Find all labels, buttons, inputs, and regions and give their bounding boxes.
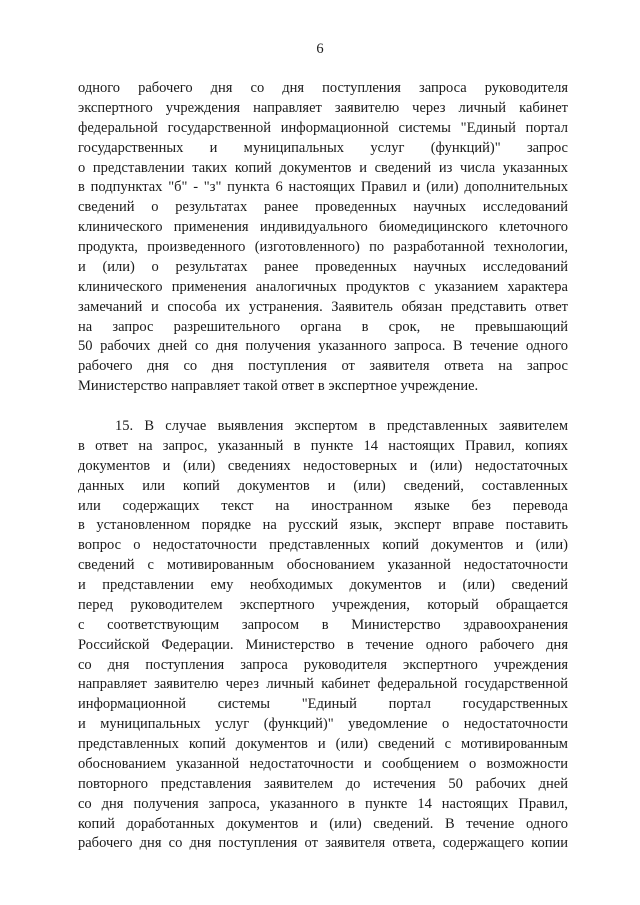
- text-line: в установленном порядке на русский язык, эксперт вправе поставить: [78, 517, 568, 534]
- text-line: 50 рабочих дней со дня получения указанного запроса. В течение одного: [78, 338, 568, 355]
- text-line: данных или копий документов и (или) сведений, составленных: [78, 477, 568, 494]
- text-line: о представлении таких копий документов и сведений из числа указанных: [78, 159, 568, 176]
- paragraph-clause-15: [78, 417, 568, 854]
- text-line: клинического применения индивидуального биомедицинского клеточного: [78, 219, 568, 236]
- text-line: Российской Федерации. Министерство в течение одного рабочего дня: [78, 636, 568, 653]
- text-line: информационной системы "Единый портал государственных: [78, 696, 568, 713]
- text-line: клинического применения аналогичных продуктов с указанием характера: [78, 278, 568, 295]
- text-line: перед руководителем экспертного учреждения, который обращается: [78, 596, 568, 613]
- text-line: в подпунктах "б" - "з" пункта 6 настоящих Правил и (или) дополнительных: [78, 179, 568, 196]
- text-line: с соответствующим запросом в Министерство здравоохранения: [78, 616, 568, 633]
- text-line: обоснованием указанной недостаточности и сообщением о возможности: [78, 755, 568, 772]
- text-line: со дня получения запроса, указанного в пункте 14 настоящих Правил,: [78, 795, 568, 812]
- text-line: одного рабочего дня со дня поступления запроса руководителя: [78, 80, 568, 96]
- text-line: и представлении ему необходимых документов и (или) сведений: [78, 577, 568, 593]
- page-number: 6: [316, 41, 324, 57]
- text-line: повторного представления заявителем до истечения 50 рабочих дней: [78, 775, 568, 792]
- text-line: Министерство направляет такой ответ в экспертное учреждение.: [78, 378, 479, 395]
- text-line: вопрос о недостаточности представленных копий документов и (или): [78, 537, 568, 554]
- text-line: и (или) о результатах ранее проведенных научных исследований: [78, 258, 568, 275]
- text-line: на запрос разрешительного органа в срок, не превышающий: [78, 318, 568, 335]
- text-line: сведений о результатах ранее проведенных научных исследований: [78, 199, 568, 216]
- text-line: и муниципальных услуг (функций)" уведомление о недостаточности: [78, 716, 568, 733]
- text-line: в ответ на запрос, указанный в пункте 14 настоящих Правил, копиях: [78, 437, 568, 454]
- text-line: направляет заявителю через личный кабинет федеральной государственной: [78, 676, 568, 693]
- text-line: представленных копий документов и (или) сведений с мотивированным: [78, 736, 568, 752]
- text-line: рабочего дня со дня поступления от заявителя ответа, содержащего копии: [78, 835, 568, 852]
- text-line: продукта, произведенного (изготовленного) по разработанной технологии,: [78, 239, 568, 255]
- text-line: замечаний и способа их устранения. Заявитель обязан представить ответ: [78, 298, 568, 315]
- text-line: экспертного учреждения направляет заявителю через личный кабинет: [78, 99, 568, 116]
- text-line: копий доработанных документов и (или) сведений. В течение одного: [78, 815, 568, 832]
- text-line: документов и (или) сведениях недостоверных и (или) недостаточных: [78, 457, 568, 474]
- text-line: сведений с мотивированным обоснованием указанной недостаточности: [78, 557, 568, 574]
- text-line: со дня поступления запроса руководителя экспертного учреждения: [78, 656, 568, 673]
- text-line: государственных и муниципальных услуг (функций)" запрос: [78, 139, 568, 156]
- paragraph-continuation: [78, 79, 568, 397]
- text-line: федеральной государственной информационной системы "Единый портал: [78, 119, 568, 136]
- text-line: рабочего дня со дня поступления от заявителя ответа на запрос: [78, 358, 568, 375]
- text-line: 15. В случае выявления экспертом в представленных заявителем: [115, 418, 568, 434]
- text-line: или содержащих текст на иностранном языке без перевода: [78, 497, 568, 514]
